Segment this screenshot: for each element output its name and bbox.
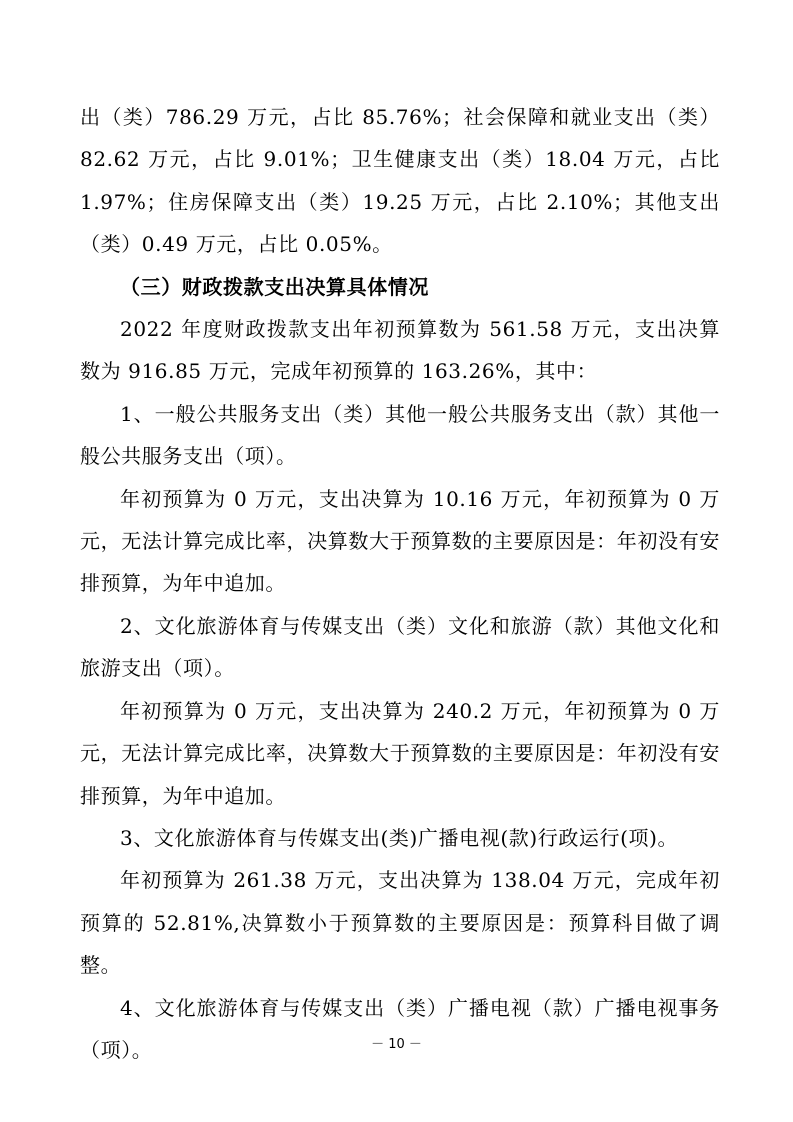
- paragraph-summary: 2022 年度财政拨款支出年初预算数为 561.58 万元，支出决算数为 916.85 万元，完成年初预算的 163.26%，其中：: [80, 317, 720, 384]
- paragraph-item-3-title: 3、文化旅游体育与传媒支出(类)广播电视(款)行政运行(项)。: [120, 825, 679, 850]
- paragraph-item-3-detail: 年初预算为 261.38 万元，支出决算为 138.04 万元，完成年初预算的 52.81%,决算数小于预算数的主要原因是：预算科目做了调整。: [80, 868, 720, 978]
- paragraph-item-1-detail: 年初预算为 0 万元，支出决算为 10.16 万元，年初预算为 0 万元，无法计算完成比率，决算数大于预算数的主要原因是：年初没有安排预算，为年中追加。: [80, 486, 720, 596]
- paragraph-item-2-detail: 年初预算为 0 万元，支出决算为 240.2 万元，年初预算为 0 万元，无法计算完成比率，决算数大于预算数的主要原因是：年初没有安排预算，为年中追加。: [80, 698, 720, 808]
- paragraph-item-2-title: 2、文化旅游体育与传媒支出（类）文化和旅游（款）其他文化和旅游支出（项）。: [80, 613, 720, 681]
- section-heading: （三）财政拨款支出决算具体情况: [120, 274, 429, 299]
- paragraph-item-1-title: 1、一般公共服务支出（类）其他一般公共服务支出（款）其他一般公共服务支出（项）。: [80, 401, 720, 469]
- paragraph-item-4-title: 4、文化旅游体育与传媒支出（类）广播电视（款）广播电视事务（项）。: [80, 995, 720, 1062]
- page-number: － 10 －: [371, 1037, 422, 1052]
- document-body: [80, 96, 720, 1071]
- paragraph-continued-breakdown: 出（类）786.29 万元，占比 85.76%；社会保障和就业支出（类）82.62 万元，占比 9.01%；卫生健康支出（类）18.04 万元，占比 1.97%；住房保障支出（类）19.25 万元，占比 2.10%；其他支出（类）0.49 万元，占比 0.05%。: [80, 105, 720, 257]
